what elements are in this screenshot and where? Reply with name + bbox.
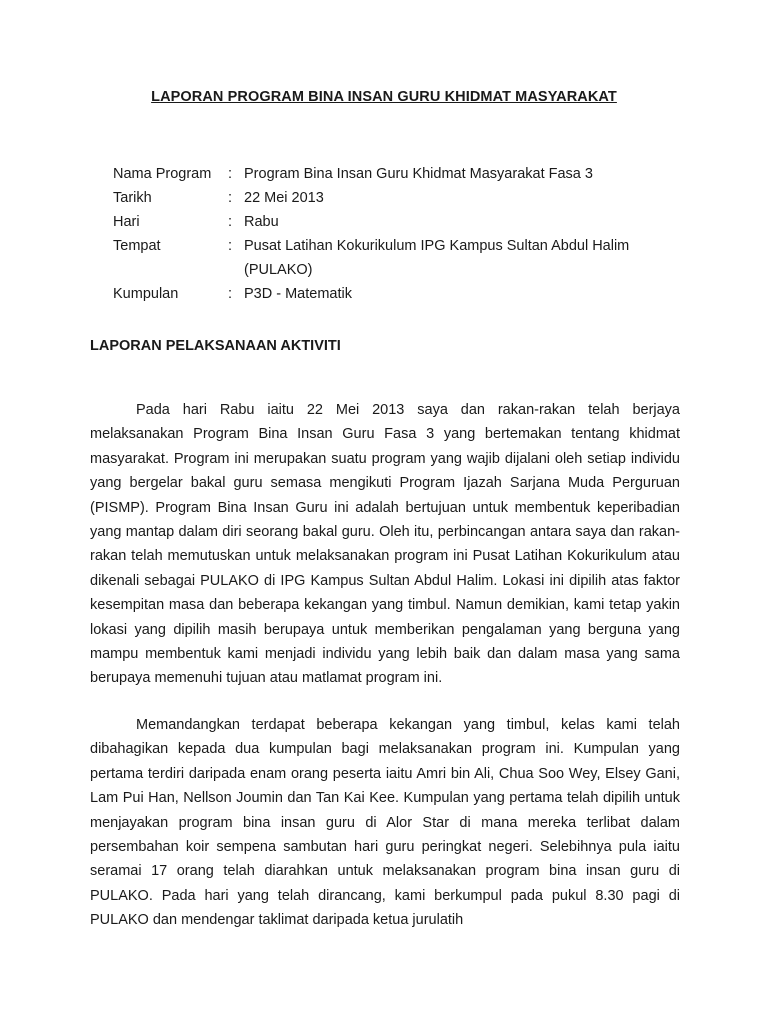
document-title: LAPORAN PROGRAM BINA INSAN GURU KHIDMAT MASYARAKAT (151, 89, 617, 105)
detail-label: Tempat (113, 238, 161, 254)
detail-value-line: P3D - Matematik (244, 286, 352, 302)
detail-label: Tarikh (113, 190, 152, 206)
detail-row-hari (113, 210, 664, 234)
detail-value-line: (PULAKO) (244, 262, 313, 278)
detail-value (244, 162, 664, 186)
program-details (113, 162, 664, 306)
detail-label: Hari (113, 214, 140, 230)
detail-value (244, 186, 664, 210)
detail-row-kumpulan (113, 282, 664, 306)
paragraph: Pada hari Rabu iaitu 22 Mei 2013 saya dan rakan-rakan telah berjaya melaksanakan Program Bina Insan Guru Fasa 3 yang bertemakan tentang khidmat masyarakat. Program ini merupakan suatu program yang wajib dijalani oleh setiap individu yang bergelar bakal guru semasa mengikuti Program Ijazah Sarjana Muda Perguruan (PISMP). Program Bina Insan Guru ini adalah bertujuan untuk membentuk keperibadian yang mantap dalam diri seorang bakal guru. Oleh itu, perbincangan antara saya dan rakan-rakan telah memutuskan untuk melaksanakan program ini Pusat Latihan Kokurikulum atau dikenali sebagai PULAKO di IPG Kampus Sultan Abdul Halim. Lokasi ini dipilih atas faktor kesempitan masa dan beberapa kekangan yang timbul. Namun demikian, kami tetap yakin lokasi yang dipilih masih berupaya untuk memberikan pengalaman yang berguna yang mampu membentuk kami menjadi individu yang lebih baik dan dalam masa yang sama berupaya memenuhi tujuan atau matlamat program ini. (90, 402, 680, 687)
detail-colon: : (228, 238, 233, 254)
detail-colon: : (228, 190, 233, 206)
detail-row-tarikh (113, 186, 664, 210)
detail-label: Nama Program (113, 166, 212, 182)
detail-value-line: Rabu (244, 214, 279, 230)
detail-value (244, 282, 664, 306)
detail-value-line: Pusat Latihan Kokurikulum IPG Kampus Sultan Abdul Halim (244, 238, 630, 254)
detail-colon: : (228, 166, 233, 182)
detail-row-tempat (113, 234, 664, 282)
detail-value (244, 234, 664, 282)
section-heading: LAPORAN PELAKSANAAN AKTIVITI (90, 338, 341, 354)
detail-value-line: 22 Mei 2013 (244, 190, 324, 206)
paragraph: Memandangkan terdapat beberapa kekangan yang timbul, kelas kami telah dibahagikan kepada dua kumpulan bagi melaksanakan program ini. Kumpulan yang pertama terdiri daripada enam orang peserta iaitu Amri bin Ali, Chua Soo Wey, Elsey Gani, Lam Pui Han, Nellson Joumin dan Tan Kai Kee. Kumpulan yang pertama telah dipilih untuk menjayakan program bina insan guru di Alor Star di mana mereka terlibat dalam persembahan koir sempena sambutan hari guru peringkat negeri. Selebihnya pula iaitu seramai 17 orang telah diarahkan untuk melaksanakan program bina insan guru di PULAKO. Pada hari yang telah dirancang, kami berkumpul pada pukul 8.30 pagi di PULAKO dan mendengar taklimat daripada ketua jurulatih (90, 716, 680, 929)
detail-value-line: Program Bina Insan Guru Khidmat Masyarakat Fasa 3 (244, 166, 593, 182)
detail-row-nama-program (113, 162, 664, 186)
detail-label: Kumpulan (113, 286, 179, 302)
report-body (90, 398, 680, 955)
detail-value (244, 210, 664, 234)
detail-colon: : (228, 286, 233, 302)
detail-colon: : (228, 214, 233, 230)
